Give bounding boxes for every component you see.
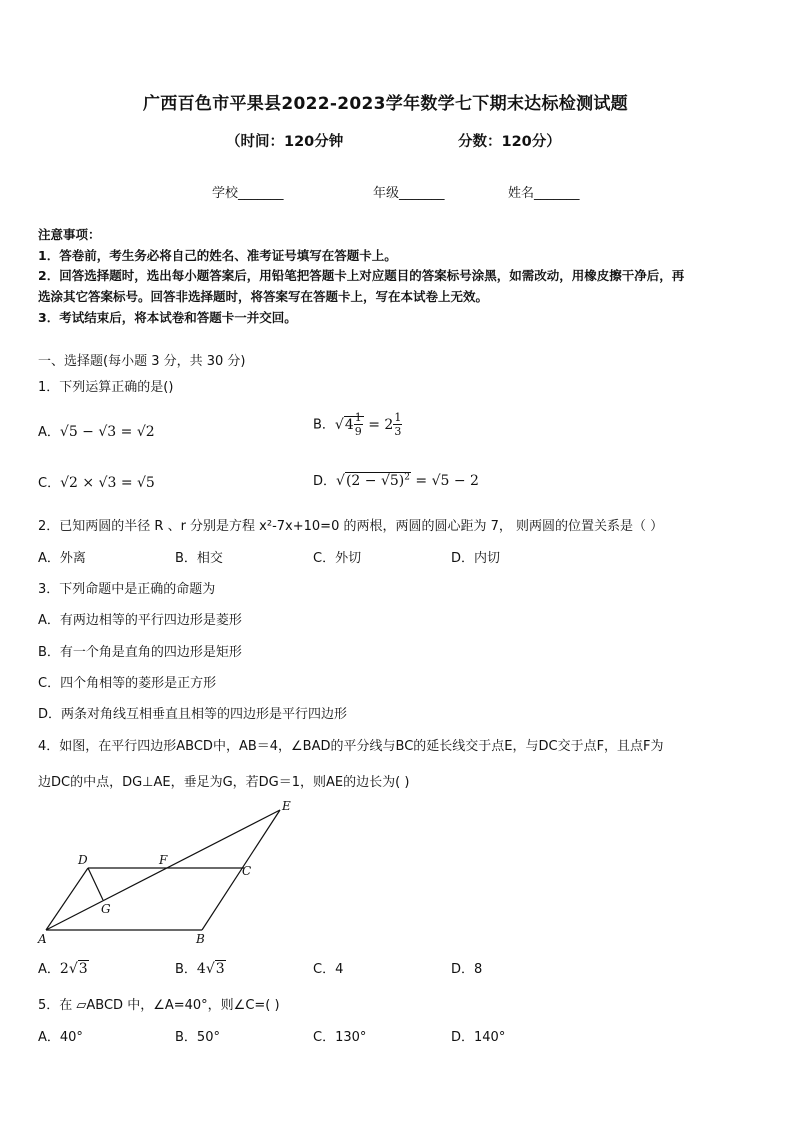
- label-b: B: [196, 932, 205, 946]
- option-label: B．: [313, 417, 335, 433]
- name-field: 姓名_______: [508, 186, 580, 201]
- q2-option: A．外离: [38, 551, 86, 566]
- segment-be: [202, 810, 280, 930]
- page-title: 广西百色市平果县2022-2023学年数学七下期末达标检测试题: [143, 94, 628, 114]
- q4-option-d: D．8: [451, 962, 483, 977]
- q1-d-expr: $√(2 - √5)^2 = √5 - 2$: [336, 472, 479, 489]
- radical-icon: √: [334, 416, 344, 433]
- note-item: 选涂其它答案标号。回答非选择题时，将答案写在答题卡上，写在本试卷上无效。: [38, 289, 489, 304]
- q3-option: B．有一个角是直角的四边形是矩形: [38, 645, 242, 660]
- q1-option-c: [38, 472, 155, 491]
- label-e: E: [282, 799, 291, 813]
- q1-option-b: [313, 412, 402, 437]
- exam-score: 分数：120分）: [458, 134, 561, 150]
- question-3-stem: 3．下列命题中是正确的命题为: [38, 582, 216, 597]
- q3-option: D．两条对角线互相垂直且相等的四边形是平行四边形: [38, 707, 348, 722]
- note-item: 1．答卷前，考生务必将自己的姓名、准考证号填写在答题卡上。: [38, 248, 397, 263]
- q4-option-c: C．4: [313, 962, 344, 977]
- parallelogram-figure: [34, 796, 304, 948]
- section-heading: 一、选择题(每小题 3 分，共 30 分): [38, 354, 246, 369]
- option-label: A．: [38, 425, 60, 440]
- option-label: A．: [38, 962, 60, 977]
- q4-a-expr: 2√3: [59, 961, 88, 977]
- q4-option-b: [175, 958, 226, 977]
- q2-option: C．外切: [313, 551, 362, 566]
- option-label: B．: [175, 962, 197, 977]
- label-g: G: [101, 902, 111, 916]
- question-4-line2: 边DC的中点，DG⊥AE，垂足为G，若DG＝1，则AE的边长为( ): [38, 775, 410, 790]
- notes-heading: 注意事项：: [38, 227, 101, 242]
- q1-a-expr: √5 − √3 = √2: [59, 424, 155, 440]
- label-d: D: [78, 853, 88, 867]
- question-5-stem: 5．在 ▱ABCD 中，∠A=40°，则∠C=( ): [38, 998, 280, 1013]
- q1-option-a: [38, 421, 155, 440]
- q3-option: A．有两边相等的平行四边形是菱形: [38, 613, 242, 628]
- q5-option: C．130°: [313, 1030, 367, 1045]
- segment-dg: [88, 868, 103, 900]
- radical-icon: √: [68, 961, 78, 977]
- label-f: F: [159, 853, 168, 867]
- segment-ad: [46, 868, 88, 930]
- exam-time: （时间：120分钟: [226, 134, 344, 150]
- option-label: C．: [38, 476, 61, 491]
- note-item: 3．考试结束后，将本试卷和答题卡一并交回。: [38, 310, 297, 325]
- q5-option: D．140°: [451, 1030, 506, 1045]
- q1-b-expr: √4 $\frac{1}{9}$ = 2 $\frac{1}{3}$: [334, 411, 402, 438]
- q2-option: D．内切: [451, 551, 501, 566]
- label-c: C: [242, 864, 252, 878]
- question-4-line1: 4．如图，在平行四边形ABCD中，AB＝4，∠BAD的平分线与BC的延长线交于点E，与DC交于点F，且点F为: [38, 739, 664, 754]
- note-item: 2．回答选择题时，选出每小题答案后，用铅笔把答题卡上对应题目的答案标号涂黑，如需改动，用橡皮擦干净后，再: [38, 268, 685, 283]
- q4-b-expr: 4√3: [196, 961, 225, 977]
- question-2-stem: 2．已知两圆的半径 R 、r 分别是方程 x²-7x+10=0 的两根，两圆的圆心距为 7， 则两圆的位置关系是（ ）: [38, 519, 664, 534]
- radical-icon: √: [336, 473, 345, 489]
- radical-icon: √: [205, 961, 215, 977]
- q4-option-a: [38, 958, 89, 977]
- option-label: D．: [313, 474, 337, 489]
- q1-option-d: [313, 470, 479, 489]
- question-1-stem: 1．下列运算正确的是(): [38, 380, 174, 395]
- q3-option: C．四个角相等的菱形是正方形: [38, 676, 217, 691]
- grade-field: 年级_______: [373, 186, 445, 201]
- q5-option: B．50°: [175, 1030, 220, 1045]
- q1-c-expr: √2 × √3 = √5: [60, 475, 155, 491]
- q2-option: B．相交: [175, 551, 223, 566]
- q5-option: A．40°: [38, 1030, 83, 1045]
- label-a: A: [38, 932, 47, 946]
- school-field: 学校_______: [212, 186, 284, 201]
